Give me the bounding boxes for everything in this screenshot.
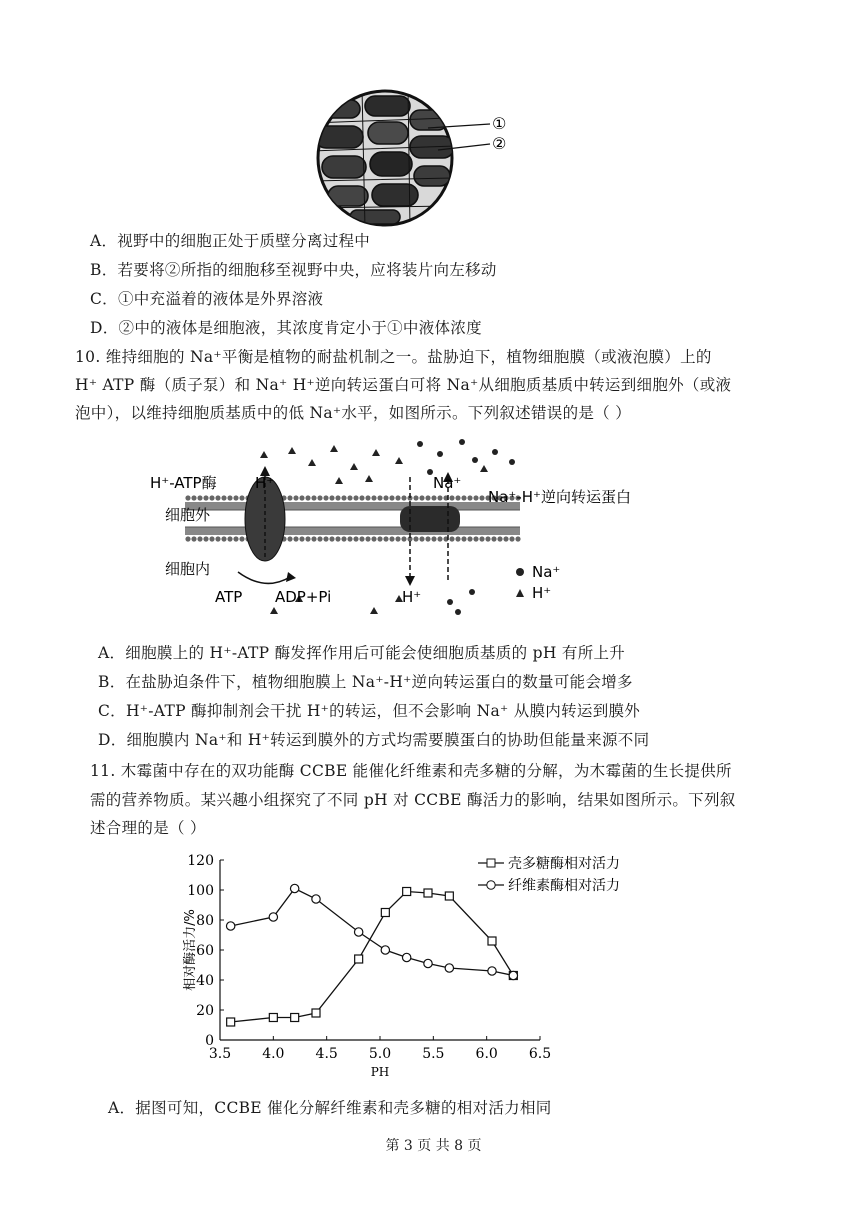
data-point-square (424, 889, 432, 897)
legend-label-1: 壳多糖酶相对活力 (508, 856, 620, 872)
x-axis-label: PH (370, 1065, 390, 1079)
x-tick-label: 6.5 (528, 1046, 552, 1062)
data-point-square (488, 937, 496, 945)
data-point-square (355, 955, 363, 963)
q11-chart (180, 845, 650, 1090)
y-tick-label: 80 (196, 913, 214, 929)
y-tick-label: 100 (187, 883, 214, 899)
y-tick-label: 20 (196, 1003, 214, 1019)
data-point-square (403, 888, 411, 896)
q11-stem-line-2: 需的营养物质。某兴趣小组探究了不同 pH 对 CCBE 酶活力的影响，结果如图所示。下列叙 (90, 791, 736, 809)
antiporter-protein (400, 506, 460, 532)
data-point-square (312, 1009, 320, 1017)
data-point-circle (290, 884, 298, 892)
y-tick-label: 60 (196, 943, 214, 959)
q11-option-a: A．据图可知，CCBE 催化分解纤维素和壳多糖的相对活力相同 (108, 1099, 552, 1117)
y-axis-label: 相对酶活力/% (183, 909, 198, 991)
q9-option-b: B．若要将②所指的细胞移至视野中央，应将装片向左移动 (90, 261, 497, 279)
series-line-1 (231, 892, 514, 1023)
x-tick-label: 4.5 (315, 1046, 338, 1062)
data-point-circle (424, 959, 432, 967)
legend-na-label: Na⁺ (532, 563, 561, 581)
y-tick-label: 40 (196, 973, 214, 989)
data-point-square (269, 1014, 277, 1022)
q9-micrograph-svg (310, 88, 540, 228)
antiporter-label: Na⁺-H⁺逆向转运蛋白 (488, 488, 631, 506)
hplus-top-label: H⁺ (255, 474, 275, 492)
label-1: ① (492, 114, 507, 133)
outside-label: 细胞外 (165, 506, 211, 524)
data-point-square (381, 909, 389, 917)
q10-option-d: D．细胞膜内 Na⁺和 H⁺转运到膜外的方式均需要膜蛋白的协助但能量来源不同 (98, 731, 650, 749)
legend-na-marker (516, 568, 524, 576)
legend-h-marker (516, 589, 524, 597)
atp-label: ATP (215, 588, 243, 606)
data-point-circle (312, 895, 320, 903)
q9-micrograph (310, 88, 540, 228)
inside-label: 细胞内 (165, 560, 211, 578)
y-tick-label: 120 (187, 853, 214, 869)
q10-stem-line-1: 10. 维持细胞的 Na⁺平衡是植物的耐盐机制之一。盐胁迫下，植物细胞膜（或液泡膜）上的 (75, 348, 712, 366)
q10-option-b: B．在盐胁迫条件下，植物细胞膜上 Na⁺-H⁺逆向转运蛋白的数量可能会增多 (98, 673, 633, 691)
x-tick-label: 3.5 (208, 1046, 232, 1062)
data-point-circle (402, 953, 410, 961)
x-tick-label: 5.5 (422, 1046, 445, 1062)
q9-option-a: A．视野中的细胞正处于质壁分离过程中 (90, 232, 371, 250)
data-point-square (227, 1018, 235, 1026)
data-point-circle (381, 946, 389, 954)
legend-h-label: H⁺ (532, 584, 552, 602)
q11-stem-line-3: 述合理的是（ ） (90, 819, 206, 837)
atpase-label: H⁺-ATP酶 (150, 474, 217, 492)
adp-label: ADP+Pi (275, 588, 332, 606)
series-line-2 (231, 889, 514, 976)
y-tick-label: 0 (205, 1033, 214, 1049)
lipid-bilayer (185, 495, 521, 541)
q10-membrane-figure (140, 432, 631, 622)
legend-marker-square (487, 859, 495, 867)
membrane-svg (140, 432, 631, 622)
q10-stem-line-3: 泡中），以维持细胞质基质中的低 Na⁺水平，如图所示。下列叙述错误的是（ ） (75, 404, 631, 422)
data-point-circle (509, 971, 517, 979)
data-point-square (445, 892, 453, 900)
page-footer: 第 3 页 共 8 页 (385, 1138, 482, 1154)
data-point-circle (269, 913, 277, 921)
data-point-circle (488, 967, 496, 975)
x-tick-label: 4.0 (262, 1046, 285, 1062)
q9-option-d: D．②中的液体是细胞液，其浓度肯定小于①中液体浓度 (90, 319, 482, 337)
naplus-top-label: Na⁺ (433, 474, 462, 492)
x-tick-label: 5.0 (368, 1046, 392, 1062)
q10-option-c: C．H⁺-ATP 酶抑制剂会干扰 H⁺的转运，但不会影响 Na⁺ 从膜内转运到膜外 (98, 702, 641, 720)
enzyme-activity-chart (180, 845, 650, 1090)
hplus-bottom-label: H⁺ (402, 588, 422, 606)
q9-option-c: C．①中充溢着的液体是外界溶液 (90, 290, 324, 308)
label-2: ② (492, 134, 507, 153)
legend-label-2: 纤维素酶相对活力 (508, 878, 620, 894)
data-point-square (291, 1014, 299, 1022)
x-tick-label: 6.0 (475, 1046, 498, 1062)
q11-stem-line-1: 11. 木霉菌中存在的双功能酶 CCBE 能催化纤维素和壳多糖的分解，为木霉菌的生长提供所 (90, 762, 732, 780)
data-point-circle (445, 964, 453, 972)
data-point-circle (354, 928, 362, 936)
data-point-circle (226, 922, 234, 930)
legend-marker-circle (487, 881, 495, 889)
q10-stem-line-2: H⁺ ATP 酶（质子泵）和 Na⁺ H⁺逆向转运蛋白可将 Na⁺从细胞质基质中转运到细胞外（或液 (75, 376, 732, 394)
q10-option-a: A．细胞膜上的 H⁺-ATP 酶发挥作用后可能会使细胞质基质的 pH 有所上升 (98, 644, 626, 662)
